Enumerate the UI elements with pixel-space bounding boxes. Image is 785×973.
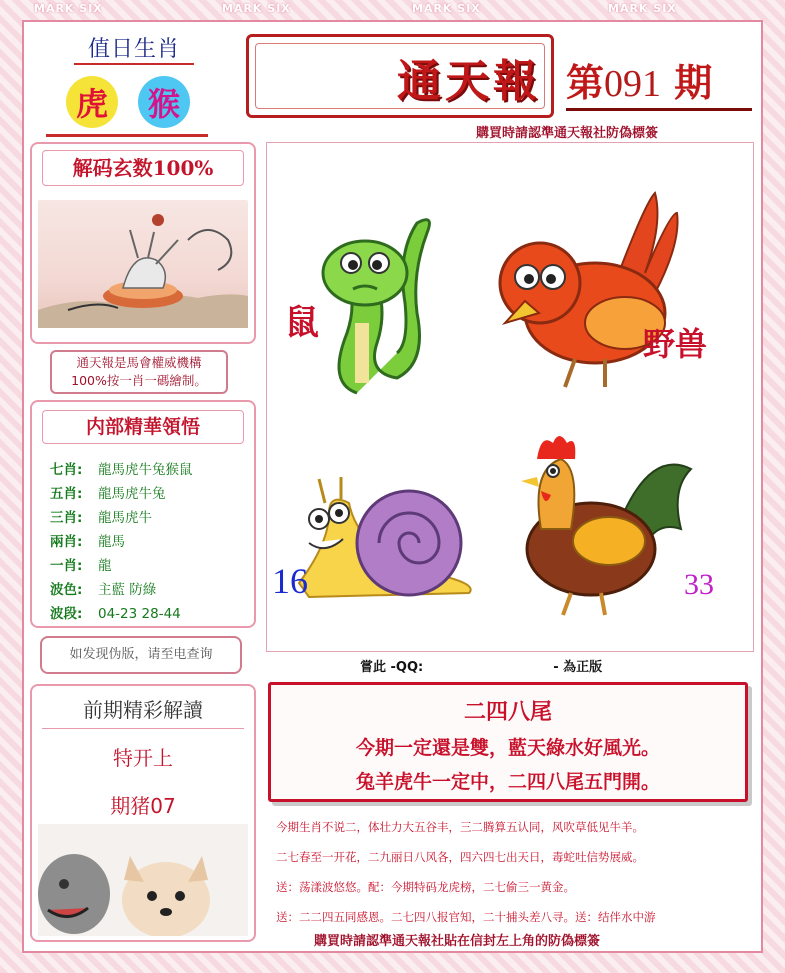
- daily-zodiac-title: 值日生肖: [87, 37, 180, 62]
- label-rat: 鼠: [285, 303, 319, 343]
- previous-panel: [30, 684, 256, 942]
- tips-title: 内部精華領悟: [42, 410, 244, 444]
- paper-title: 通天報: [397, 56, 541, 107]
- tips-list: [50, 458, 193, 626]
- title-banner: [246, 34, 554, 118]
- watermark-text: MARK SIX: [412, 2, 481, 15]
- tip-row: 一肖: 龍: [50, 558, 112, 574]
- tail-title: 二四八尾: [463, 699, 552, 725]
- tips-panel: [30, 400, 256, 628]
- issue-prefix: 第: [566, 60, 605, 105]
- qq-prefix: 嘗此 -QQ:: [360, 660, 424, 675]
- bird-illustration: [495, 183, 695, 403]
- previous-line: 期猪07: [110, 794, 176, 818]
- label-beast: 野兽: [643, 325, 708, 363]
- poem-line: 送：荡漾波悠悠。配：今期特码龙虎榜，二七偷三一黄金。: [276, 880, 575, 894]
- decode-illustration: [38, 200, 248, 328]
- authority-notice: [50, 350, 228, 394]
- riddle-poem: [276, 812, 752, 932]
- qq-suffix: - 為正版: [553, 660, 603, 675]
- antifake-notice: 購買時請認準通天報社防偽標簽: [476, 126, 659, 141]
- divider: [74, 63, 194, 65]
- number-right: 33: [684, 568, 714, 601]
- notice-line: 100%按一肖一碼繪制。: [71, 373, 207, 388]
- poem-line: 送：二二四五同感恩。二七四八报官知，二十捕头差八寻。送：结伴水中游: [276, 910, 656, 924]
- daily-zodiac: [46, 30, 208, 137]
- rabbit-juggling-image: [38, 200, 248, 328]
- tail-line: 兔羊虎牛一定中，二四八尾五門開。: [355, 771, 660, 793]
- tail-line: 今期一定還是雙，藍天綠水好風光。: [355, 737, 660, 759]
- issue-value: 091: [604, 63, 662, 105]
- decode-panel: [30, 142, 256, 344]
- zodiac-tiger: 虎: [66, 76, 118, 128]
- tip-row: 七肖: 龍馬虎牛兔猴鼠: [50, 462, 193, 478]
- zodiac-monkey: 猴: [138, 76, 190, 128]
- notice-line: 通天報是馬會權威機構: [76, 355, 202, 370]
- previous-line: 特开上: [113, 746, 173, 770]
- tip-row: 兩肖: 龍馬: [50, 534, 125, 550]
- previous-title: 前期精彩解讀: [42, 692, 244, 729]
- rooster-illustration: [501, 429, 701, 619]
- snake-illustration: [317, 213, 437, 403]
- tail-prediction: [268, 682, 748, 802]
- watermark-text: MARK SIX: [34, 2, 103, 15]
- tip-row: 三肖: 龍馬虎牛: [50, 510, 152, 526]
- tip-row: 波段: 04-23 28-44: [50, 606, 181, 622]
- poem-line: 今期生肖不说二，体壮力大五谷丰，三二腾算五认同，风吹草低见牛羊。: [276, 820, 644, 834]
- tip-row: 五肖: 龍馬虎牛兔: [50, 486, 166, 502]
- issue-suffix: 期: [674, 60, 713, 105]
- decode-title: 解码玄数100%: [42, 150, 244, 186]
- riddle-illustration: [266, 142, 754, 652]
- issue-number: [566, 52, 752, 111]
- bottom-antifake-notice: 購買時請認準通天報社貼在信封左上角的防偽標簽: [314, 934, 601, 949]
- verify-notice: 如发现伪版，请至电查询: [40, 636, 242, 674]
- poem-line: 二七春至一开花，二九丽日八风各，四六四七出天日，毒蛇吐信势展威。: [276, 850, 644, 864]
- number-left: 16: [272, 561, 308, 601]
- cat-dog-image: [38, 824, 248, 936]
- watermark-text: MARK SIX: [222, 2, 291, 15]
- tip-row: 波色: 主藍 防綠: [50, 582, 157, 598]
- qq-line: [360, 656, 660, 675]
- snail-illustration: [289, 473, 489, 603]
- watermark-text: MARK SIX: [608, 2, 677, 15]
